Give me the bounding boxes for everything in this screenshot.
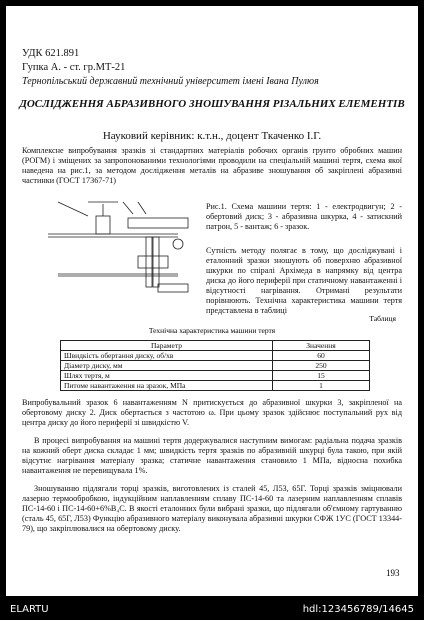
table-cell-value: 250 <box>273 361 370 371</box>
table-cell-value: 60 <box>273 351 370 361</box>
footer-handle: hdl:123456789/14645 <box>302 604 414 615</box>
footer-bar <box>0 600 424 620</box>
table-title: Технічна характеристика машини тертя <box>148 326 276 335</box>
table-row <box>61 371 370 381</box>
document-page <box>6 6 418 596</box>
table-header-row <box>61 341 370 351</box>
udc-code: УДК 621.891 <box>22 48 80 59</box>
table-header-cell: Параметр <box>61 341 273 351</box>
test-paragraph: Випробувальний зразок 6 навантаженням N притискується до абразивної шкурки 3, закріпленої на обертовому диску 2. Диск обертається з частотою ω. При цьому зразок здійснює поступальний рух від центра диску до його периферії зі швидкістю V. <box>22 398 402 427</box>
table-row <box>61 361 370 371</box>
table-row <box>61 351 370 361</box>
supervisor-line: Науковий керівник: к.т.н., доцент Ткаченко І.Г. <box>102 130 322 142</box>
friction-machine-figure <box>28 196 198 296</box>
table-cell-parameter: Швидкість обертання диску, об/хв <box>61 351 273 361</box>
table-cell-value: 15 <box>273 371 370 381</box>
figure-caption: Рис.1. Схема машини тертя: 1 - електродвигун; 2 - обертовий диск; 3 - абразивна шкурка, 4 - затискний патрон, 5 - вантаж; 6 - зразок. <box>206 202 402 231</box>
table-header-cell: Значення <box>273 341 370 351</box>
table-cell-parameter: Шлях тертя, м <box>61 371 273 381</box>
table-cell-parameter: Питоме навантаження на зразок, МПа <box>61 381 273 391</box>
page-number: 193 <box>386 568 400 578</box>
method-essence-paragraph: Сутність методу полягає в тому, що досліджувані і еталонний зразки зношують об поверхню абразивної шкурки по спіралі Архімеда в напрямку від центра диска до його периферії при статичному навантаженні і відсутності нагрівання. Отримані результати порівнюють. Технічна характеристика машини тертя представлена в таблиці <box>206 246 402 315</box>
table-cell-value: 1 <box>273 381 370 391</box>
table-cell-parameter: Діаметр диску, мм <box>61 361 273 371</box>
paper-title: ДОСЛІДЖЕННЯ АБРАЗИВНОГО ЗНОШУВАННЯ РІЗАЛЬНИХ ЕЛЕМЕНТІВ <box>19 98 405 110</box>
intro-paragraph: Комплексне випробування зразків зі стандартних матеріалів робочих органів грунто обробних машин (РОГМ) і зміщених за запропонованими технологіями проводили на спеціальній машині тертя, схема якої наведена на рис.1, за методом дослідження металів на абразиве зношування об закріплені абразивні частинки (ГОСТ 17367-71) <box>22 146 402 185</box>
specification-table <box>60 340 370 391</box>
samples-paragraph: Зношуванню підлягали торці зразків, виготовлених із сталей 45, Л53, 65Г. Торці зразків зміцнювали лазерно термообробкою, індукційним наплавленням сплаву ПС-14-60 та лазерним наплавленням сплавів ПС-14-60 і ПС-14-60+6%B₄C. В якості еталонних були вибрані зразки, що підлягали об'ємному гартуванню (сталь 45, 65Г, Л53) Функцію абразивного матеріалу виконувала абразивні шкурки СФЖ 1УС (ГОСТ 13344-79), що закріплювалися на обертовому диску. <box>22 484 402 533</box>
process-paragraph: В процесі випробування на машині тертя додержувалися наступним вимогам: радіальна подача зразків на кожний оберт диска складає 1 мм; швидкість тертя зразків по абразивній шкурці була такою, при якій відсутнє нагрівання матеріалу зразка; статичне навантаження становило 1 МПа, відносна похибка навантаження не перевищувала 1%. <box>22 436 402 475</box>
table-note: Таблиця <box>369 314 396 323</box>
institution-line: Тернопільський державний технічний університет імені Івана Пулюя <box>22 76 319 87</box>
table-row <box>61 381 370 391</box>
footer-repository: ELARTU <box>10 604 49 615</box>
author-line: Гупка А. - ст. гр.МТ-21 <box>22 62 126 73</box>
